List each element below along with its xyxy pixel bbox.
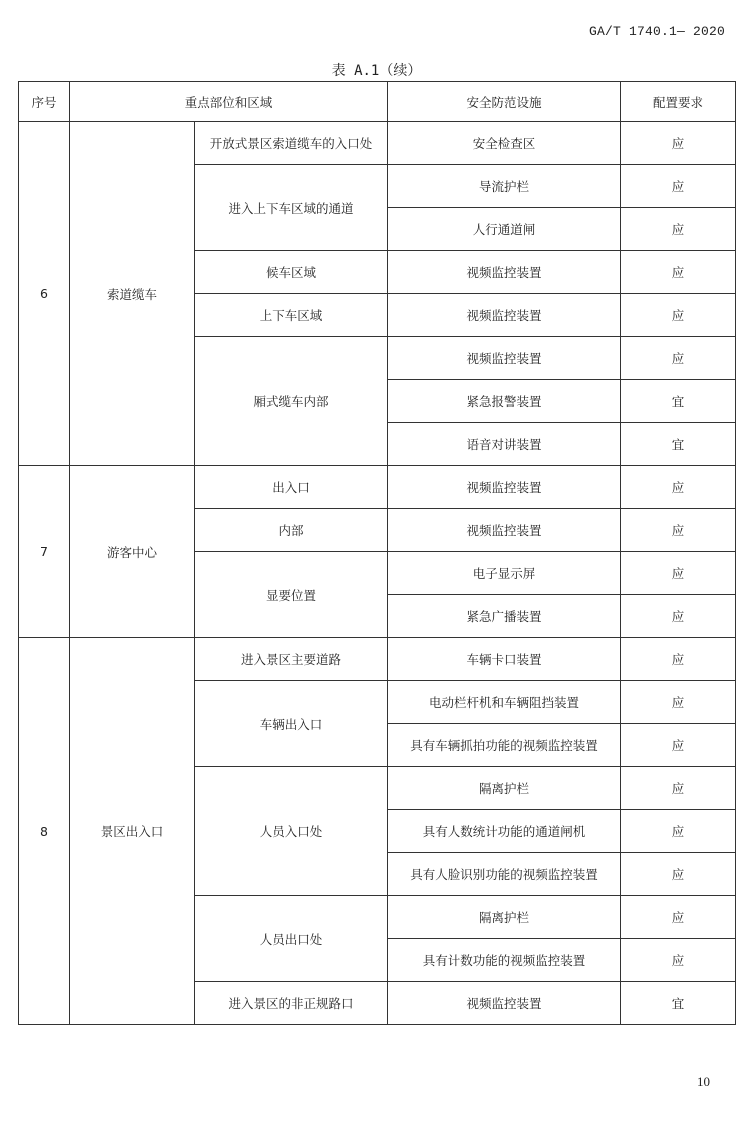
facility-cell: 隔离护栏 [388,896,621,939]
requirement-cell: 应 [621,122,736,165]
facility-cell: 电动栏杆机和车辆阻挡装置 [388,681,621,724]
category-cell: 索道缆车 [70,122,195,466]
requirement-cell: 应 [621,939,736,982]
requirement-cell: 应 [621,552,736,595]
requirement-cell: 应 [621,337,736,380]
standard-code: GA/T 1740.1— 2020 [588,24,725,39]
area-cell: 出入口 [195,466,388,509]
facility-cell: 隔离护栏 [388,767,621,810]
area-cell: 上下车区域 [195,294,388,337]
area-cell: 人员出口处 [195,896,388,982]
requirement-cell: 应 [621,208,736,251]
area-cell: 显要位置 [195,552,388,638]
requirement-cell: 应 [621,896,736,939]
facility-cell: 人行通道闸 [388,208,621,251]
facility-cell: 视频监控装置 [388,251,621,294]
requirement-cell: 应 [621,638,736,681]
page-number: 10 [697,1074,710,1089]
facility-cell: 语音对讲装置 [388,423,621,466]
area-cell: 车辆出入口 [195,681,388,767]
facility-cell: 导流护栏 [388,165,621,208]
requirement-cell: 应 [621,767,736,810]
requirement-cell: 应 [621,294,736,337]
table-row [19,466,736,509]
area-cell: 进入景区的非正规路口 [195,982,388,1025]
header-requirement: 配置要求 [621,82,736,122]
facility-cell: 具有车辆抓拍功能的视频监控装置 [388,724,621,767]
facility-cell: 视频监控装置 [388,982,621,1025]
table-row [19,638,736,681]
facility-cell: 电子显示屏 [388,552,621,595]
table-title: 表 A.1（续） [331,63,422,79]
requirement-cell: 应 [621,595,736,638]
facility-cell: 紧急广播装置 [388,595,621,638]
area-cell: 进入上下车区域的通道 [195,165,388,251]
area-cell: 厢式缆车内部 [195,337,388,466]
area-cell: 候车区域 [195,251,388,294]
requirement-cell: 应 [621,853,736,896]
facility-cell: 具有人脸识别功能的视频监控装置 [388,853,621,896]
facility-cell: 具有人数统计功能的通道闸机 [388,810,621,853]
requirement-cell: 应 [621,466,736,509]
category-cell: 游客中心 [70,466,195,638]
requirement-cell: 应 [621,724,736,767]
area-cell: 人员入口处 [195,767,388,896]
category-cell: 景区出入口 [70,638,195,1025]
facility-cell: 安全检查区 [388,122,621,165]
area-cell: 内部 [195,509,388,552]
header-facility: 安全防范设施 [388,82,621,122]
requirement-cell: 应 [621,681,736,724]
requirement-cell: 应 [621,165,736,208]
table-header-row [19,82,736,122]
area-cell: 进入景区主要道路 [195,638,388,681]
header-area: 重点部位和区域 [70,82,388,122]
requirement-cell: 宜 [621,380,736,423]
header-no: 序号 [19,82,70,122]
facility-cell: 视频监控装置 [388,466,621,509]
requirements-table [18,81,736,1025]
area-cell: 开放式景区索道缆车的入口处 [195,122,388,165]
row-number-cell: 7 [19,466,70,638]
facility-cell: 具有计数功能的视频监控装置 [388,939,621,982]
requirement-cell: 应 [621,810,736,853]
facility-cell: 视频监控装置 [388,509,621,552]
table-body [19,122,736,1025]
requirement-cell: 宜 [621,982,736,1025]
requirement-cell: 宜 [621,423,736,466]
table-row [19,122,736,165]
row-number-cell: 6 [19,122,70,466]
requirement-cell: 应 [621,251,736,294]
requirement-cell: 应 [621,509,736,552]
row-number-cell: 8 [19,638,70,1025]
facility-cell: 视频监控装置 [388,294,621,337]
facility-cell: 车辆卡口装置 [388,638,621,681]
facility-cell: 视频监控装置 [388,337,621,380]
facility-cell: 紧急报警装置 [388,380,621,423]
